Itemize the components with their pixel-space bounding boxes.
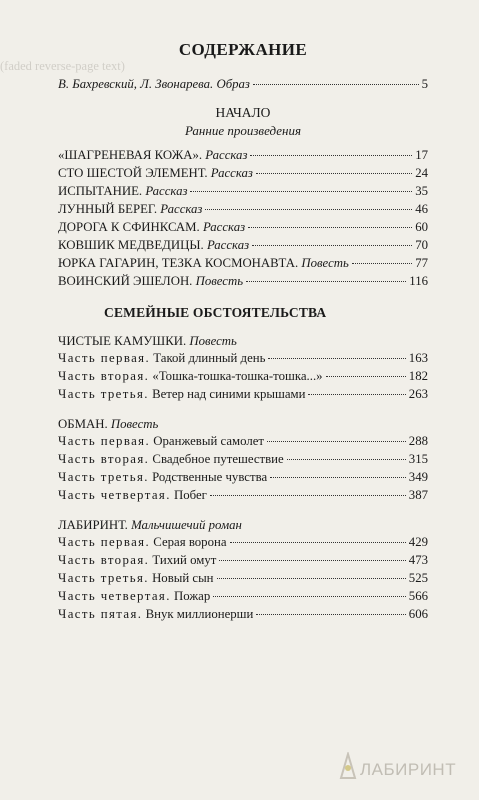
entry-title: «ШАГРЕНЕВАЯ КОЖА».	[58, 148, 203, 162]
section-subheading: Ранние произведения	[184, 123, 302, 138]
toc-entry	[58, 237, 428, 255]
leader-dots	[210, 495, 406, 496]
entry-label	[58, 487, 207, 503]
entry-genre: Рассказ	[202, 220, 246, 234]
page-number: 116	[409, 274, 428, 288]
toc-entry	[58, 469, 428, 487]
toc-entry	[58, 570, 428, 588]
entry-label	[58, 552, 216, 568]
page-number: 349	[408, 470, 428, 484]
leader-dots	[256, 614, 405, 615]
leader-dots	[252, 245, 412, 246]
entry-label	[58, 469, 267, 485]
part-name: Побег	[174, 488, 207, 502]
page-number: 429	[408, 535, 428, 549]
toc-entry-intro	[58, 76, 428, 94]
entry-label	[58, 237, 249, 253]
page-number: 17	[415, 148, 428, 162]
toc-entry	[58, 201, 428, 219]
work-heading	[58, 416, 428, 433]
part-name: Оранжевый самолет	[153, 434, 264, 448]
leader-dots	[326, 376, 406, 377]
part-number: Часть пятая.	[58, 607, 143, 621]
page-number: 60	[415, 220, 428, 234]
entry-title: ВОИНСКИЙ ЭШЕЛОН.	[58, 274, 193, 288]
part-number: Часть первая.	[58, 434, 151, 448]
page-number: 606	[408, 607, 428, 621]
work-genre: Повесть	[189, 334, 237, 348]
entry-label	[58, 386, 305, 402]
work-heading	[58, 333, 428, 350]
entry-label	[58, 255, 349, 271]
work-genre: Повесть	[110, 417, 159, 431]
toc-entry	[58, 534, 428, 552]
page-number: 182	[408, 369, 428, 383]
entry-genre: Рассказ	[210, 166, 253, 180]
entry-label	[58, 201, 202, 217]
leader-dots	[268, 358, 405, 359]
toc-entry	[58, 350, 428, 368]
toc-entry	[58, 183, 428, 201]
part-name: Пожар	[174, 589, 211, 603]
entry-title: ДОРОГА К СФИНКСАМ.	[58, 220, 200, 234]
toc-entry	[58, 219, 428, 237]
leader-dots	[267, 441, 406, 442]
part-name: Такой длинный день	[153, 351, 266, 365]
leader-dots	[287, 459, 406, 460]
toc-entry	[58, 552, 428, 570]
entry-label	[58, 606, 253, 622]
page-number: 288	[408, 434, 428, 448]
part-number: Часть вторая.	[58, 452, 150, 466]
entry-genre: Рассказ	[206, 238, 250, 252]
toc-entry	[58, 588, 428, 606]
toc-entry	[58, 273, 428, 291]
intro-author: В. Бахревский, Л. Звонарева.	[58, 77, 214, 91]
toc-page	[58, 40, 428, 624]
part-number: Часть третья.	[58, 470, 149, 484]
page-number: 35	[415, 184, 428, 198]
page-number: 263	[408, 387, 428, 401]
entry-label	[58, 350, 265, 366]
section-heading: СЕМЕЙНЫЕ ОБСТОЯТЕЛЬСТВА	[104, 305, 327, 320]
entry-title: КОВШИК МЕДВЕДИЦЫ.	[58, 238, 204, 252]
leader-dots	[270, 477, 406, 478]
work-title: ЧИСТЫЕ КАМУШКИ.	[58, 334, 187, 348]
entry-label	[58, 219, 245, 235]
part-name: Свадебное путешествие	[152, 452, 284, 466]
entry-genre: Повесть	[301, 256, 349, 270]
leader-dots	[190, 191, 412, 192]
part-number: Часть четвертая.	[58, 488, 171, 502]
part-name: «Тошка-тошка-тошка-тошка...»	[152, 369, 323, 383]
page-number: 315	[408, 452, 428, 466]
toc-entry	[58, 165, 428, 183]
leader-dots	[230, 542, 406, 543]
entry-genre: Повесть	[195, 274, 244, 288]
intro-title: Образ	[216, 77, 250, 91]
leader-dots	[253, 84, 419, 85]
entry-genre: Рассказ	[160, 202, 203, 216]
work-genre: Мальчишечий роман	[131, 518, 242, 532]
work-title: ЛАБИРИНТ.	[58, 518, 128, 532]
part-name: Тихий омут	[152, 553, 217, 567]
entry-label	[58, 165, 253, 181]
leader-dots	[246, 281, 406, 282]
page-number: 473	[408, 553, 428, 567]
entry-genre: Рассказ	[205, 148, 248, 162]
page-number: 387	[408, 488, 428, 502]
leader-dots	[217, 578, 406, 579]
leader-dots	[308, 394, 405, 395]
entry-label	[58, 183, 187, 199]
page-number: 525	[408, 571, 428, 585]
entry-genre: Рассказ	[145, 184, 188, 198]
page-number: 70	[415, 238, 428, 252]
toc-entry	[58, 255, 428, 273]
labirint-logo-icon	[338, 752, 358, 780]
part-name: Новый сын	[152, 571, 214, 585]
section2-works	[58, 333, 428, 624]
page-number: 24	[415, 166, 428, 180]
page-title: СОДЕРЖАНИЕ	[178, 40, 308, 59]
section-heading: НАЧАЛО	[215, 105, 271, 120]
work-title: ОБМАН.	[58, 417, 108, 431]
part-name: Ветер над синими крышами	[152, 387, 306, 401]
entry-title: ЛУННЫЙ БЕРЕГ.	[58, 202, 158, 216]
leader-dots	[250, 155, 412, 156]
entry-label	[58, 588, 210, 604]
entry-title: СТО ШЕСТОЙ ЭЛЕМЕНТ.	[58, 166, 208, 180]
toc-entry	[58, 368, 428, 386]
watermark-logo: ЛАБИРИНТ	[360, 760, 457, 779]
part-number: Часть четвертая.	[58, 589, 171, 603]
toc-entry	[58, 433, 428, 451]
page-number: 163	[408, 351, 428, 365]
entry-title: ИСПЫТАНИЕ.	[58, 184, 143, 198]
page-number: 5	[421, 77, 428, 91]
leader-dots	[256, 173, 412, 174]
part-number: Часть первая.	[58, 535, 151, 549]
section1-list	[58, 147, 428, 291]
part-number: Часть первая.	[58, 351, 151, 365]
toc-entry	[58, 147, 428, 165]
bleed-through-text: (faded reverse-page text)	[0, 59, 125, 73]
part-name: Внук миллионерши	[145, 607, 254, 621]
leader-dots	[213, 596, 406, 597]
toc-entry	[58, 487, 428, 505]
entry-label	[58, 451, 284, 467]
part-name: Серая ворона	[153, 535, 227, 549]
toc-entry	[58, 451, 428, 469]
page-number: 46	[415, 202, 428, 216]
leader-dots	[219, 560, 405, 561]
toc-entry	[58, 606, 428, 624]
entry-title: ЮРКА ГАГАРИН, ТЕЗКА КОСМОНАВТА.	[58, 256, 299, 270]
work-heading	[58, 517, 428, 534]
part-number: Часть вторая.	[58, 553, 150, 567]
part-number: Часть третья.	[58, 571, 149, 585]
part-name: Родственные чувства	[152, 470, 268, 484]
entry-label	[58, 534, 227, 550]
entry-label	[58, 147, 247, 163]
entry-label	[58, 368, 323, 384]
leader-dots	[205, 209, 412, 210]
leader-dots	[352, 263, 412, 264]
toc-entry	[58, 386, 428, 404]
entry-label	[58, 433, 264, 449]
part-number: Часть вторая.	[58, 369, 150, 383]
leader-dots	[248, 227, 412, 228]
part-number: Часть третья.	[58, 387, 149, 401]
page-number: 566	[408, 589, 428, 603]
page-number: 77	[415, 256, 428, 270]
entry-label	[58, 570, 214, 586]
entry-label	[58, 273, 243, 289]
